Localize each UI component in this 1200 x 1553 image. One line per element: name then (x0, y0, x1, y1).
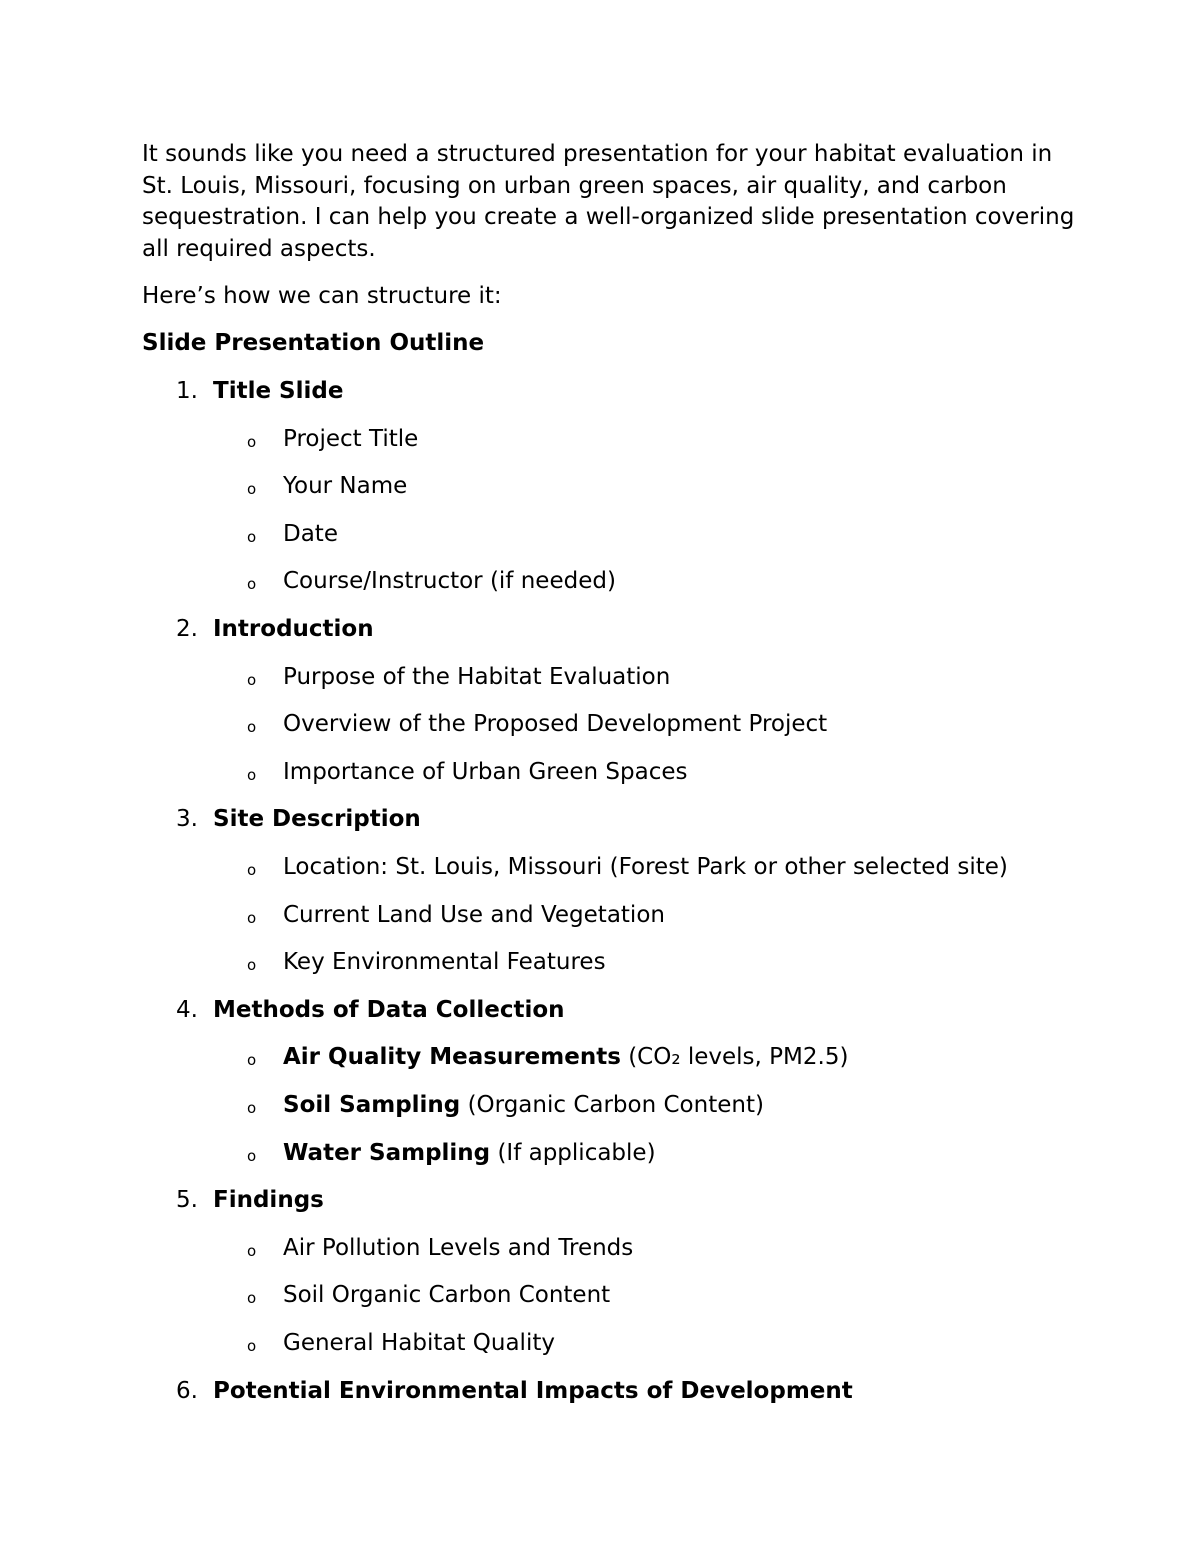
list-item-body: Current Land Use and Vegetation (283, 901, 665, 928)
list-item-text (283, 471, 407, 502)
list-item-body: Importance of Urban Green Spaces (283, 758, 688, 785)
section-number: 1. (176, 378, 198, 404)
list-item-body: (If applicable) (490, 1139, 656, 1166)
bullet-icon: o (247, 670, 257, 689)
section-label: Site Description (213, 806, 421, 833)
section-number: 4. (176, 996, 198, 1023)
list-item-text (283, 1280, 610, 1311)
list-item-body: Purpose of the Habitat Evaluation (283, 663, 671, 690)
bullet-icon: o (247, 575, 257, 594)
section-number: 6. (176, 1377, 198, 1404)
list-item-text (283, 662, 670, 693)
list-item-text (283, 900, 665, 931)
list-item-body: Location: St. Louis, Missouri (Forest Park or other selected site) (283, 854, 1008, 880)
list-item-body: Project Title (283, 425, 419, 452)
bullet-icon: o (247, 1289, 257, 1308)
list-item-body: Key Environmental Features (283, 949, 606, 976)
section-number: 5. (176, 1187, 198, 1214)
list-item-text (283, 1328, 555, 1359)
outline-heading: Slide Presentation Outline (142, 330, 485, 356)
bullet-icon: o (247, 765, 257, 784)
section-label: Methods of Data Collection (213, 996, 565, 1023)
lead-sentence: Here’s how we can structure it: (142, 283, 502, 309)
list-item-text (283, 566, 616, 597)
list-item-emphasis: Soil Sampling (283, 1092, 461, 1118)
bullet-icon: o (247, 1146, 257, 1165)
bullet-icon: o (247, 718, 257, 737)
list-item-body: Course/Instructor (if needed) (283, 568, 616, 595)
list-item-text (283, 424, 418, 455)
list-item-body: Your Name (283, 473, 408, 500)
section-number: 2. (176, 616, 198, 642)
list-item-body: Air Pollution Levels and Trends (283, 1234, 634, 1261)
list-item-text (283, 709, 827, 740)
bullet-icon: o (247, 1337, 257, 1355)
document-content (142, 139, 1082, 1404)
bullet-icon: o (247, 861, 257, 879)
list-item-text (283, 1138, 656, 1169)
list-item-text (283, 1233, 633, 1264)
list-item-text (283, 1090, 764, 1121)
section-label: Title Slide (213, 378, 344, 404)
intro-paragraph: It sounds like you need a structured presentation for your habitat evaluation in St. Louis, Missouri, focusing on urban green spaces, air quality, and carbon sequestration. I can help you create a well-organized slide presentation covering all required aspects. (142, 141, 1075, 262)
list-item-text (283, 947, 606, 978)
list-item-body: Soil Organic Carbon Content (283, 1282, 611, 1309)
list-item-body: (Organic Carbon Content) (460, 1092, 764, 1118)
section-label: Introduction (213, 616, 374, 642)
list-item-text (283, 519, 338, 550)
list-item-text (283, 1042, 848, 1073)
list-item-text (283, 757, 688, 788)
bullet-icon: o (247, 908, 257, 927)
list-item-text (283, 852, 1008, 883)
section-label: Potential Environmental Impacts of Development (213, 1377, 853, 1404)
list-item-body: (CO₂ levels, PM2.5) (620, 1044, 849, 1071)
bullet-icon: o (247, 527, 257, 546)
list-item-body: Date (283, 520, 338, 547)
bullet-icon: o (247, 480, 257, 499)
list-item-emphasis: Water Sampling (283, 1139, 491, 1166)
bullet-icon: o (247, 1099, 257, 1117)
bullet-icon: o (247, 1051, 257, 1070)
section-number: 3. (176, 806, 198, 833)
list-item-body: General Habitat Quality (283, 1330, 555, 1356)
list-item-body: Overview of the Proposed Development Project (283, 711, 828, 738)
bullet-icon: o (247, 432, 257, 451)
bullet-icon: o (247, 1241, 257, 1260)
list-item-emphasis: Air Quality Measurements (283, 1044, 621, 1071)
bullet-icon: o (247, 956, 257, 975)
section-label: Findings (213, 1187, 324, 1214)
